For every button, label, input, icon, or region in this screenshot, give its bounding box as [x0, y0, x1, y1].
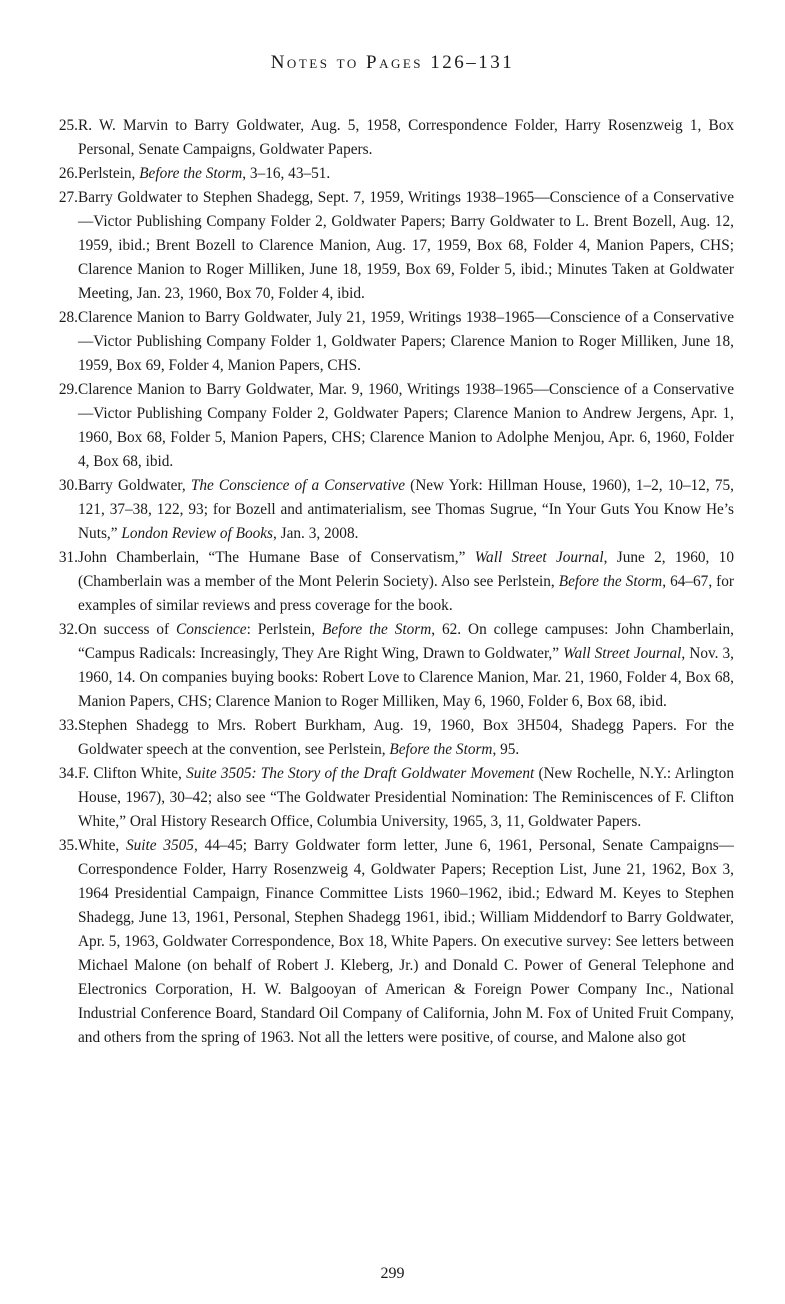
- endnote-text: [78, 306, 734, 378]
- endnote-text: [78, 834, 734, 1050]
- text-run: White,: [78, 837, 126, 854]
- endnote-text: [78, 114, 734, 162]
- endnote-text: [78, 714, 734, 762]
- endnote: [44, 618, 734, 714]
- italic-title: Before the Storm: [389, 741, 493, 758]
- endnote: [44, 714, 734, 762]
- text-run: , Nov. 3, 1960, 14. On companies buying books: Robert Love to Clarence Manion, Mar. 21, 1960, Folder 4, Box 68, Manion Papers, CHS; Clarence Manion to Roger Milliken, May 6, 1960, Folder 6, Box 68, ibid.: [78, 645, 735, 710]
- endnote: [44, 546, 734, 618]
- endnote-number: 26.: [58, 165, 78, 182]
- endnote-text: [78, 546, 734, 618]
- text-run: , 3–16, 43–51.: [242, 165, 331, 182]
- endnote-number: 28.: [58, 309, 78, 326]
- endnote: [44, 474, 734, 546]
- endnote-number: 25.: [58, 117, 78, 134]
- text-run: R. W. Marvin to Barry Goldwater, Aug. 5, 1958, Correspondence Folder, Harry Rosenzweig 1, Box Personal, Senate Campaigns, Goldwater Papers.: [78, 117, 734, 158]
- text-run: Clarence Manion to Barry Goldwater, Mar. 9, 1960, Writings 1938–1965—Conscience of a Conservative—Victor Publishing Company Folder 2, Goldwater Papers; Clarence Manion to Andrew Jergens, Apr. 1, 1960, Box 68, Folder 5, Manion Papers, CHS; Clarence Manion to Adolphe Menjou, Apr. 6, 1960, Folder 4, Box 68, ibid.: [78, 381, 734, 470]
- text-run: Barry Goldwater to Stephen Shadegg, Sept. 7, 1959, Writings 1938–1965—Conscience of a Conservative—Victor Publishing Company Folder 2, Goldwater Papers; Barry Goldwater to L. Brent Bozell, Aug. 12, 1959, ibid.; Brent Bozell to Clarence Manion, Aug. 17, 1959, Box 68, Folder 4, Manion Papers, CHS; Clarence Manion to Roger Milliken, June 18, 1959, Box 69, Folder 5, ibid.; Minutes Taken at Goldwater Meeting, Jan. 23, 1960, Box 70, Folder 4, ibid.: [78, 189, 734, 302]
- text-run: Stephen Shadegg to Mrs. Robert Burkham, Aug. 19, 1960, Box 3H504, Shadegg Papers. For the Goldwater speech at the convention, see Perlstein,: [78, 717, 734, 758]
- endnote-number: 35.: [58, 837, 78, 854]
- text-run: , June 2, 1960, 10 (Chamberlain was a member of the Mont Pelerin Society). Also see Perlstein,: [78, 549, 734, 590]
- text-run: Clarence Manion to Barry Goldwater, July 21, 1959, Writings 1938–1965—Conscience of a Conservative—Victor Publishing Company Folder 1, Goldwater Papers; Clarence Manion to Roger Milliken, June 18, 1959, Box 69, Folder 4, Manion Papers, CHS.: [78, 309, 734, 374]
- italic-title: Conscience: [176, 621, 247, 638]
- text-run: , 44–45; Barry Goldwater form letter, June 6, 1961, Personal, Senate Campaigns—Correspondence Folder, Harry Rosenzweig 4, Goldwater Papers; Reception List, June 21, 1962, Box 3, 1964 Presidential Campaign, Finance Committee Lists 1960–1962, ibid.; Edward M. Keyes to Stephen Shadegg, June 13, 1961, Personal, Stephen Shadegg 1961, ibid.; William Middendorf to Barry Goldwater, Apr. 5, 1963, Goldwater Correspondence, Box 18, White Papers. On executive survey: See letters between Michael Malone (on behalf of Robert J. Kleberg, Jr.) and Donald C. Power of General Telephone and Electronics Corporation, H. W. Balgooyan of American & Foreign Power Company Inc., National Industrial Conference Board, Standard Oil Company of California, John M. Fox of United Fruit Company, and others from the spring of 1963. Not all the letters were positive, of course, and Malone also got: [78, 837, 734, 1046]
- italic-title: The Conscience of a Conservative: [190, 477, 406, 494]
- endnote-text: [78, 762, 734, 834]
- endnote: [44, 762, 734, 834]
- endnote-number: 27.: [58, 189, 78, 206]
- text-run: , 62. On college campuses: John Chamberlain, “Campus Radicals: Increasingly, They Are Right Wing, Drawn to Goldwater,”: [78, 621, 734, 662]
- running-header: Notes to Pages 126–131: [270, 52, 515, 73]
- endnote: [44, 186, 734, 306]
- endnote-number: 30.: [58, 477, 78, 494]
- endnote-text: [78, 186, 734, 306]
- italic-title: Suite 3505: The Story of the Draft Goldwater Movement: [186, 765, 535, 782]
- endnote-number: 34.: [58, 765, 78, 782]
- text-run: On success of: [78, 621, 177, 638]
- text-run: (New York: Hillman House, 1960), 1–2, 10–12, 75, 121, 37–38, 122, 93; for Bozell and antimaterialism, see Thomas Sugrue, “In Your Guts You Know He’s Nuts,”: [78, 477, 734, 542]
- text-run: Perlstein,: [78, 165, 140, 182]
- endnote-text: [78, 474, 734, 546]
- italic-title: London Review of Books: [121, 525, 274, 542]
- italic-title: Before the Storm: [322, 621, 432, 638]
- text-run: Barry Goldwater,: [78, 477, 191, 494]
- endnote-number: 33.: [58, 717, 78, 734]
- italic-title: Wall Street Journal: [474, 549, 604, 566]
- endnote-number: 29.: [58, 381, 78, 398]
- italic-title: Wall Street Journal: [563, 645, 682, 662]
- text-run: F. Clifton White,: [78, 765, 187, 782]
- notes-list: [44, 114, 734, 1050]
- endnote-text: [78, 618, 734, 714]
- text-run: (New Rochelle, N.Y.: Arlington House, 1967), 30–42; also see “The Goldwater Presidential Nomination: The Reminiscences of F. Clifton White,” Oral History Research Office, Columbia University, 1965, 3, 11, Goldwater Papers.: [78, 765, 734, 830]
- endnote: [44, 114, 734, 162]
- endnote-number: 31.: [58, 549, 78, 566]
- endnote: [44, 378, 734, 474]
- text-run: John Chamberlain, “The Humane Base of Conservatism,”: [78, 549, 475, 566]
- endnote-number: 32.: [58, 621, 78, 638]
- endnote: [44, 306, 734, 378]
- italic-title: Suite 3505: [125, 837, 194, 854]
- italic-title: Before the Storm: [558, 573, 663, 590]
- text-run: , Jan. 3, 2008.: [273, 525, 359, 542]
- italic-title: Before the Storm: [139, 165, 243, 182]
- text-run: : Perlstein,: [246, 621, 322, 638]
- text-run: , 64–67, for examples of similar reviews and press coverage for the book.: [78, 573, 735, 614]
- page-number: 299: [380, 1265, 405, 1282]
- text-run: , 95.: [492, 741, 520, 758]
- endnote-text: [78, 378, 734, 474]
- endnote-text: [78, 162, 734, 186]
- endnote: [44, 162, 734, 186]
- endnote: [44, 834, 734, 1050]
